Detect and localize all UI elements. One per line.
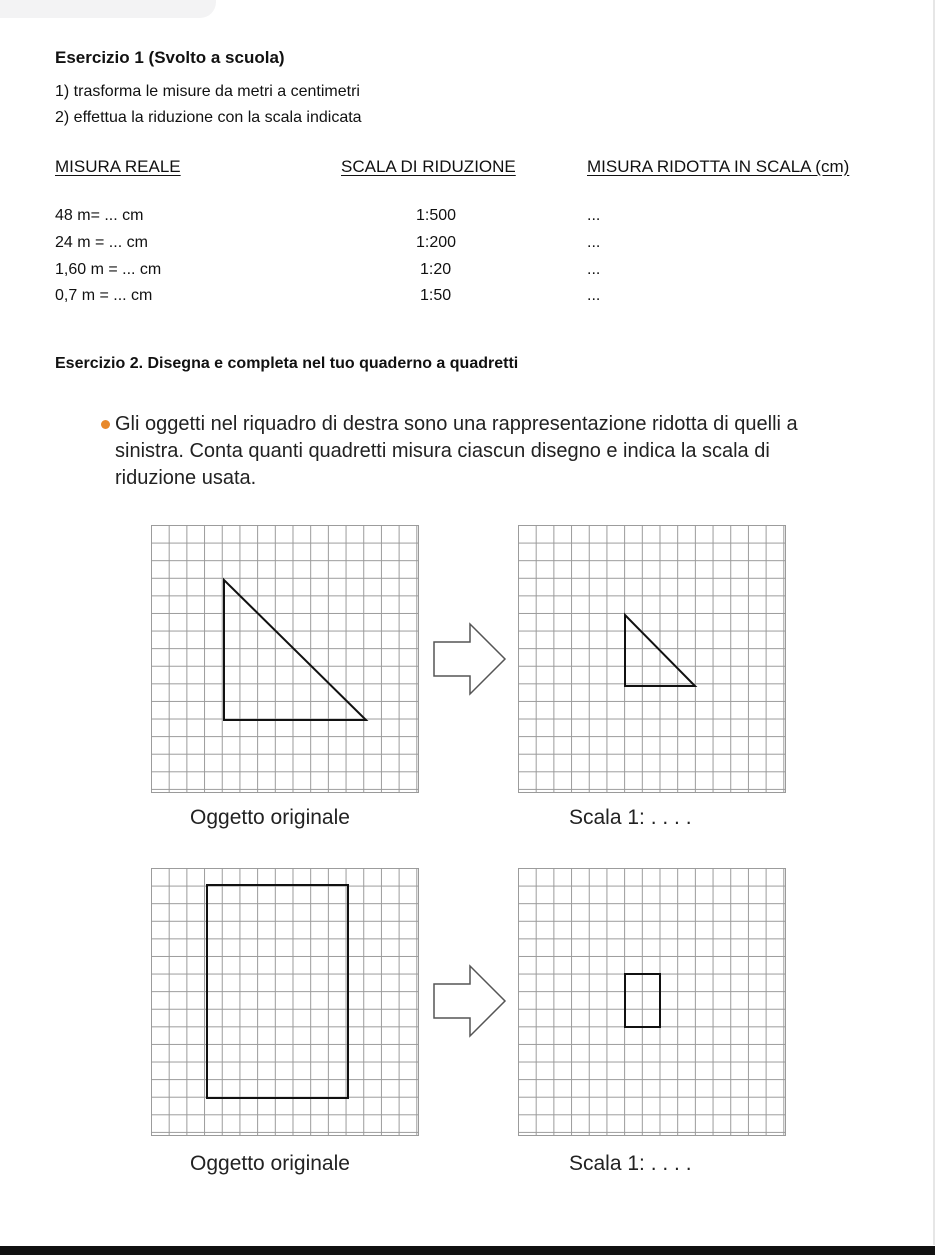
- exercise1-instruction-2: 2) effettua la riduzione con la scala indicata: [55, 109, 362, 126]
- row-2-reduced: ...: [587, 234, 601, 251]
- row-4-reduced: ...: [587, 287, 601, 304]
- row-4-real: 0,7 m = ... cm: [55, 287, 153, 304]
- exercise2-title: Esercizio 2. Disegna e completa nel tuo quaderno a quadretti: [55, 355, 519, 372]
- reduced-triangle: [625, 615, 695, 686]
- reduced-rectangle: [625, 974, 660, 1027]
- row-3-real: 1,60 m = ... cm: [55, 261, 162, 278]
- caption-scale-2: Scala 1: . . . .: [569, 1152, 692, 1175]
- original-triangle: [224, 580, 366, 720]
- row-1-real: 48 m= ... cm: [55, 207, 144, 224]
- row-2-scale: 1:200: [416, 234, 457, 251]
- caption-original-1: Oggetto originale: [190, 806, 350, 829]
- exercise1-instruction-1: 1) trasforma le misure da metri a centimetri: [55, 83, 360, 100]
- arrow-right-icon: [434, 624, 505, 694]
- caption-scale-1: Scala 1: . . . .: [569, 806, 692, 829]
- exercise1-title: Esercizio 1 (Svolto a scuola): [55, 48, 285, 67]
- column-header-scale: SCALA DI RIDUZIONE: [341, 157, 516, 176]
- original-rectangle: [207, 885, 348, 1098]
- row-1-scale: 1:500: [416, 207, 457, 224]
- row-3-scale: 1:20: [420, 261, 452, 278]
- exercise2-instruction: Gli oggetti nel riquadro di destra sono una rappresentazione ridotta di quelli a sinistra. Conta quanti quadretti misura ciascun disegno e indica la scala di riduzione usata.: [115, 413, 798, 489]
- row-3-reduced: ...: [587, 261, 601, 278]
- column-header-reduced: MISURA RIDOTTA IN SCALA (cm): [587, 157, 850, 176]
- caption-original-2: Oggetto originale: [190, 1152, 350, 1175]
- bottom-bar: [0, 1246, 935, 1255]
- row-1-reduced: ...: [587, 207, 601, 224]
- column-header-real: MISURA REALE: [55, 157, 181, 176]
- row-2-real: 24 m = ... cm: [55, 234, 148, 251]
- row-4-scale: 1:50: [420, 287, 452, 304]
- arrow-right-icon: [434, 966, 505, 1036]
